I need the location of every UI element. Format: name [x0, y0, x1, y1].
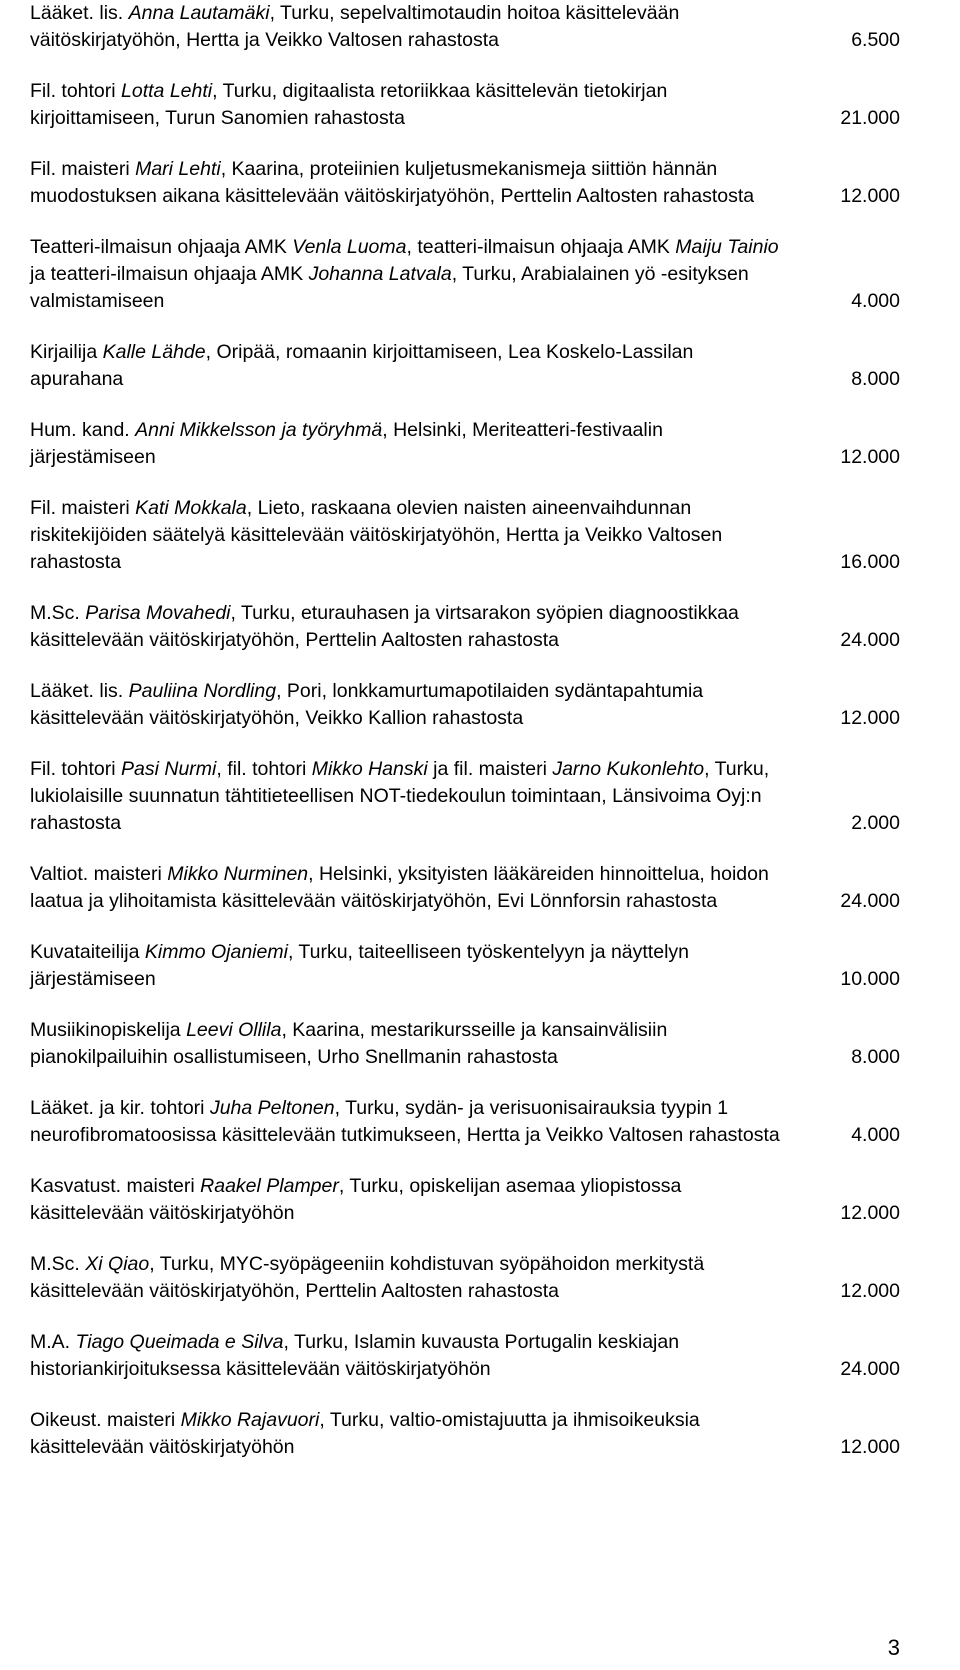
recipient-title: Lääket. lis. — [30, 2, 129, 24]
grant-purpose: , Turku, Islamin kuvausta Portugalin keskiajan historiankirjoituksessa käsittelevään väitöskirjatyöhön — [30, 1331, 680, 1380]
grant-purpose: , Oripää, romaanin kirjoittamiseen, Lea Koskelo-Lassilan apurahana — [30, 341, 694, 390]
recipient-name: Jarno Kukonlehto — [552, 758, 705, 780]
recipient-name: Maiju Tainio — [675, 236, 779, 258]
grant-purpose: , Kaarina, mestarikursseille ja kansainvälisiin pianokilpailuihin osallistumiseen, Urho Snellmanin rahastosta — [30, 1019, 668, 1068]
grant-purpose: , Kaarina, proteiinien kuljetusmekanismeja siittiön hännän muodostuksen aikana käsittelevään väitöskirjatyöhön, Perttelin Aaltosten rahastosta — [30, 158, 755, 207]
recipient-title: , fil. tohtori — [216, 758, 312, 780]
recipient-title: Kuvataiteilija — [30, 941, 145, 963]
recipient-title: Teatteri-ilmaisun ohjaaja AMK — [30, 236, 293, 258]
grant-amount: 24.000 — [840, 890, 900, 912]
page-number: 3 — [887, 1635, 900, 1660]
recipient-title: Hum. kand. — [30, 419, 136, 441]
grant-amount: 16.000 — [840, 551, 900, 573]
recipient-title: M.A. — [30, 1331, 76, 1353]
grant-amount: 12.000 — [840, 707, 900, 729]
recipient-title: Musiikinopiskelija — [30, 1019, 187, 1041]
recipient-name: Mari Lehti — [135, 158, 221, 180]
grant-entry — [30, 1017, 900, 1071]
recipient-name: Leevi Ollila — [186, 1019, 282, 1041]
grant-description — [30, 341, 693, 390]
grant-amount: 12.000 — [840, 185, 900, 207]
grant-description — [30, 1253, 704, 1302]
grant-purpose: , Turku, MYC-syöpägeeniin kohdistuvan syöpähoidon merkitystä käsittelevään väitöskirjatyöhön, Perttelin Aaltosten rahastosta — [30, 1253, 705, 1302]
grant-description — [30, 680, 703, 729]
grant-purpose: , Turku, sepelvaltimotaudin hoitoa käsittelevään väitöskirjatyöhön, Hertta ja Veikko Valtosen rahastosta — [30, 2, 680, 51]
recipient-name: Johanna Latvala — [308, 263, 452, 285]
grant-entry — [30, 339, 900, 393]
recipient-name: Pasi Nurmi — [121, 758, 217, 780]
grant-entry — [30, 1329, 900, 1383]
grant-amount: 10.000 — [840, 968, 900, 990]
grant-amount: 12.000 — [840, 1280, 900, 1302]
recipient-name: Xi Qiao — [85, 1253, 150, 1275]
recipient-name: Kimmo Ojaniemi — [144, 941, 288, 963]
grant-description — [30, 236, 779, 312]
grant-description — [30, 863, 769, 912]
grant-amount: 4.000 — [851, 290, 900, 312]
grant-list — [30, 0, 900, 1461]
grant-description — [30, 602, 739, 651]
grant-description — [30, 941, 689, 990]
grant-entry — [30, 678, 900, 732]
recipient-name: Raakel Plamper — [200, 1175, 339, 1197]
grant-purpose: , Turku, valtio-omistajuutta ja ihmisoikeuksia käsittelevään väitöskirjatyöhön — [30, 1409, 700, 1458]
grant-amount: 2.000 — [851, 812, 900, 834]
grant-description — [30, 80, 667, 129]
recipient-title: Kasvatust. maisteri — [30, 1175, 201, 1197]
grant-entry — [30, 1407, 900, 1461]
grant-purpose: , Helsinki, yksityisten lääkäreiden hinnoittelua, hoidon laatua ja ylihoitamista käsittelevään väitöskirjatyöhön, Evi Lönnforsin rahastosta — [30, 863, 769, 912]
recipient-title: , teatteri-ilmaisun ohjaaja AMK — [406, 236, 676, 258]
recipient-name: Mikko Rajavuori — [180, 1409, 320, 1431]
grant-entry — [30, 861, 900, 915]
grant-amount: 24.000 — [840, 629, 900, 651]
grant-purpose: , Turku, eturauhasen ja virtsarakon syöpien diagnoostikkaa käsittelevään väitöskirjatyöhön, Perttelin Aaltosten rahastosta — [30, 602, 739, 651]
grant-purpose: , Lieto, raskaana olevien naisten aineenvaihdunnan riskitekijöiden säätelyä käsittelevään väitöskirjatyöhön, Hertta ja Veikko Valtosen rahastosta — [30, 497, 723, 573]
recipient-title: M.Sc. — [30, 602, 86, 624]
grant-description — [30, 758, 769, 834]
grant-amount: 6.500 — [851, 29, 900, 51]
recipient-title: Oikeust. maisteri — [30, 1409, 181, 1431]
recipient-name: Mikko Hanski — [311, 758, 428, 780]
grant-purpose: , Turku, Arabialainen yö -esityksen valmistamiseen — [30, 263, 749, 312]
recipient-name: Kalle Lähde — [102, 341, 206, 363]
grant-amount: 4.000 — [851, 1124, 900, 1146]
recipient-title: Kirjailija — [30, 341, 103, 363]
recipient-title: M.Sc. — [30, 1253, 86, 1275]
grant-entry — [30, 0, 900, 54]
grant-purpose: , Helsinki, Meriteatteri-festivaalin järjestämiseen — [30, 419, 663, 468]
grant-description — [30, 497, 722, 573]
grant-entry — [30, 1095, 900, 1149]
recipient-title: Fil. tohtori — [30, 758, 122, 780]
recipient-title: ja teatteri-ilmaisun ohjaaja AMK — [30, 263, 309, 285]
grant-entry — [30, 756, 900, 837]
grant-description — [30, 2, 679, 51]
grant-purpose: , Turku, sydän- ja verisuonisairauksia tyypin 1 neurofibromatoosissa käsittelevään tutkimukseen, Hertta ja Veikko Valtosen rahastosta — [30, 1097, 780, 1146]
recipient-title: Fil. tohtori — [30, 80, 122, 102]
grant-amount: 12.000 — [840, 1436, 900, 1458]
recipient-name: Juha Peltonen — [209, 1097, 335, 1119]
grant-description — [30, 1331, 679, 1380]
recipient-name: Pauliina Nordling — [128, 680, 277, 702]
recipient-name: Lotta Lehti — [121, 80, 213, 102]
recipient-title: Fil. maisteri — [30, 497, 136, 519]
recipient-name: Anni Mikkelsson ja työryhmä — [135, 419, 383, 441]
grant-entry — [30, 495, 900, 576]
recipient-title: ja fil. maisteri — [427, 758, 553, 780]
grant-purpose: , Turku, digitaalista retoriikkaa käsittelevän tietokirjan kirjoittamiseen, Turun Sanomien rahastosta — [30, 80, 668, 129]
recipient-title: Valtiot. maisteri — [30, 863, 168, 885]
grant-description — [30, 1019, 667, 1068]
grant-description — [30, 1409, 700, 1458]
grant-amount: 24.000 — [840, 1358, 900, 1380]
grant-amount: 8.000 — [851, 368, 900, 390]
recipient-name: Venla Luoma — [292, 236, 407, 258]
recipient-name: Mikko Nurminen — [167, 863, 309, 885]
grant-description — [30, 1097, 780, 1146]
recipient-name: Parisa Movahedi — [85, 602, 231, 624]
grant-purpose: , Turku, taiteelliseen työskentelyyn ja näyttelyn järjestämiseen — [30, 941, 689, 990]
recipient-title: Lääket. ja kir. tohtori — [30, 1097, 210, 1119]
grant-entry — [30, 156, 900, 210]
grant-description — [30, 419, 663, 468]
grant-entry — [30, 600, 900, 654]
grant-description — [30, 158, 754, 207]
recipient-title: Lääket. lis. — [30, 680, 129, 702]
grant-amount: 12.000 — [840, 1202, 900, 1224]
grant-description — [30, 1175, 681, 1224]
grant-amount: 21.000 — [840, 107, 900, 129]
grant-entry — [30, 234, 900, 315]
grant-purpose: , Pori, lonkkamurtumapotilaiden sydäntapahtumia käsittelevään väitöskirjatyöhön, Veikko Kallion rahastosta — [30, 680, 704, 729]
recipient-title: Fil. maisteri — [30, 158, 136, 180]
recipient-name: Tiago Queimada e Silva — [75, 1331, 284, 1353]
grant-entry — [30, 1173, 900, 1227]
grant-purpose: , Turku, lukiolaisille suunnatun tähtitieteellisen NOT-tiedekoulun toimintaan, Länsivoima Oyj:n rahastosta — [30, 758, 770, 834]
grant-purpose: , Turku, opiskelijan asemaa yliopistossa käsittelevään väitöskirjatyöhön — [30, 1175, 682, 1224]
grant-entry — [30, 1251, 900, 1305]
grant-entry — [30, 939, 900, 993]
grant-amount: 8.000 — [851, 1046, 900, 1068]
recipient-name: Anna Lautamäki — [128, 2, 270, 24]
grant-amount: 12.000 — [840, 446, 900, 468]
recipient-name: Kati Mokkala — [135, 497, 247, 519]
grant-entry — [30, 78, 900, 132]
grant-entry — [30, 417, 900, 471]
